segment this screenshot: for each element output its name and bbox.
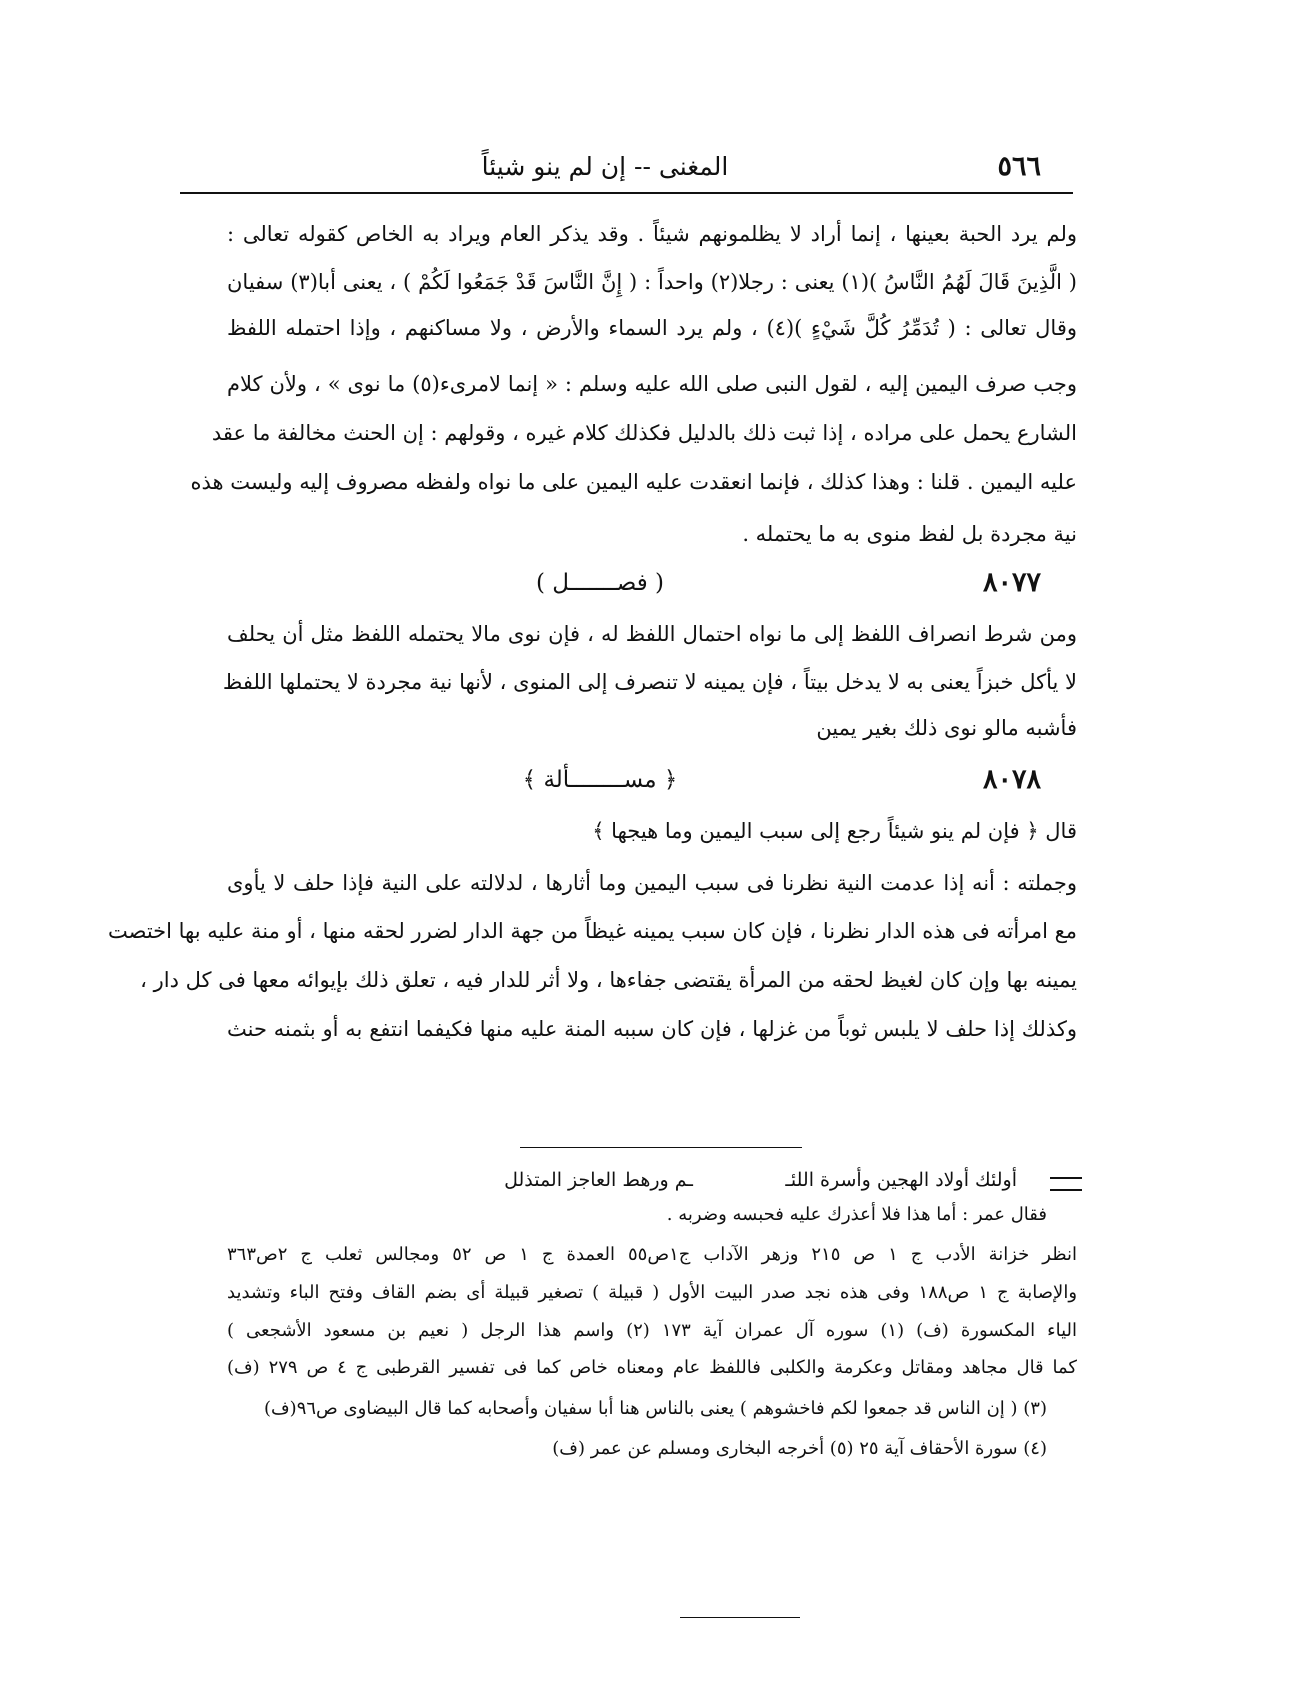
body-line: يمينه بها وإن كان لغيظ لحقه من المرأة يقتضى جفاءها ، ولا أثر للدار فيه ، تعلق ذلك بإيوائه معها فى كل دار ،	[140, 968, 1077, 992]
footnote-line: (٤) سورة الأحقاف آية ٢٥ (٥) أخرجه البخارى ومسلم عن عمر (ف)	[552, 1438, 1047, 1459]
page-number: ٥٦٦	[997, 151, 1041, 182]
body-line: وقال تعالى : ( تُدَمِّرُ كُلَّ شَيْءٍ )(٤) ، ولم يرد السماء والأرض ، ولا مساكنهم ، وإذا احتمله اللفظ	[227, 316, 1078, 340]
body-line: ولم يرد الحبة بعينها ، إنما أراد لا يظلمونهم شيئاً . وقد يذكر العام ويراد به الخاص كقوله تعالى :	[227, 222, 1077, 246]
quoted-statement: قال ﴿ فإن لم ينو شيئاً رجع إلى سبب اليمين وما هيجها ﴾	[592, 819, 1077, 843]
verse-hemistich-right: أولئك أولاد الهجين وأسرة اللئـ	[785, 1169, 1017, 1191]
footnote-separator	[520, 1147, 802, 1148]
body-line: عليه اليمين . قلنا : وهذا كذلك ، فإنما انعقدت عليه اليمين على ما نواه ولفظه مصروف إليه وليست هذه	[190, 470, 1077, 494]
body-line: مع امرأته فى هذه الدار نظرنا ، فإن كان سبب يمينه غيظاً من جهة الدار لضرر لحقه منها ، أو منة عليه بها اختصت	[107, 919, 1077, 943]
footnote-line: الياء المكسورة (ف) (١) سوره آل عمران آية ١٧٣ (٢) واسم هذا الرجل ( نعيم بن مسعود الأشجعى )	[227, 1320, 1077, 1341]
body-line: وجب صرف اليمين إليه ، لقول النبى صلى الله عليه وسلم : « إنما لامرىء(٥) ما نوى » ، ولأن كلام	[227, 372, 1078, 396]
section-number: ٨٠٧٧	[982, 567, 1041, 598]
body-line: وكذلك إذا حلف لا يلبس ثوباً من غزلها ، فإن كان سببه المنة عليه منها فكيفما انتفع به أو بثمنه حنث	[227, 1017, 1077, 1041]
section-title: ﴿ مســــــــألة ﴾	[522, 767, 678, 793]
header-rule	[180, 192, 1073, 194]
body-line: ومن شرط انصراف اللفظ إلى ما نواه احتمال اللفظ له ، فإن نوى مالا يحتمله اللفظ مثل أن يحلف	[227, 622, 1077, 646]
footnote-line: (٣) ( إن الناس قد جمعوا لكم فاخشوهم ) يعنى بالناس هنا أبا سفيان وأصحابه كما قال البيضاوى ص٩٦(ف)	[263, 1398, 1047, 1419]
body-line: فأشبه مالو نوى ذلك بغير يمين	[816, 716, 1077, 740]
footnote-line: انظر خزانة الأدب ج ١ ص ٢١٥ وزهر الآداب ج١ص٥٥ العمدة ج ١ ص ٥٢ ومجالس ثعلب ج ٢ص٣٦٣	[227, 1244, 1077, 1265]
verse-hemistich-left: ـم ورهط العاجز المتذلل	[504, 1169, 693, 1191]
body-line: نية مجردة بل لفظ منوى به ما يحتمله .	[742, 522, 1077, 546]
body-line: الشارع يحمل على مراده ، إذا ثبت ذلك بالدليل فكذلك كلام غيره ، وقولهم : إن الحنث مخالفة ما عقد	[211, 421, 1077, 445]
body-line: لا يأكل خبزاً يعنى به لا يدخل بيتاً ، فإن يمينه لا تنصرف إلى المنوى ، لأنها نية مجردة لا يحتملها اللفظ	[222, 670, 1077, 694]
body-line: ( الَّذِينَ قَالَ لَهُمُ النَّاسُ )(١) يعنى : رجلا(٢) واحداً : ( إِنَّ النَّاسَ قَدْ جَمَعُوا لَكُمْ ) ، يعنى أبا(٣) سفيان	[227, 270, 1077, 294]
footnote-line: كما قال مجاهد ومقاتل وعكرمة والكلبى فاللفظ عام ومعناه خاص كما فى تفسير القرطبى ج ٤ ص ٢٧٩ (ف)	[227, 1357, 1077, 1378]
continuation-mark	[1050, 1177, 1082, 1191]
section-title: ( فصـــــــل )	[535, 570, 665, 596]
running-header-title: المغنى -- إن لم ينو شيئاً	[481, 152, 729, 181]
body-line: وجملته : أنه إذا عدمت النية نظرنا فى سبب اليمين وما أثارها ، لدلالته على النية فإذا حلف لا يأوى	[227, 871, 1077, 895]
page-bottom-rule	[680, 1617, 800, 1618]
footnote-line: والإصابة ج ١ ص١٨٨ وفى هذه نجد صدر البيت الأول ( قبيلة ) تصغير قبيلة أى بضم القاف وفتح الباء وتشديد	[227, 1282, 1078, 1303]
footnote-line: فقال عمر : أما هذا فلا أعذرك عليه فحبسه وضربه .	[666, 1204, 1047, 1225]
section-number: ٨٠٧٨	[982, 764, 1041, 795]
